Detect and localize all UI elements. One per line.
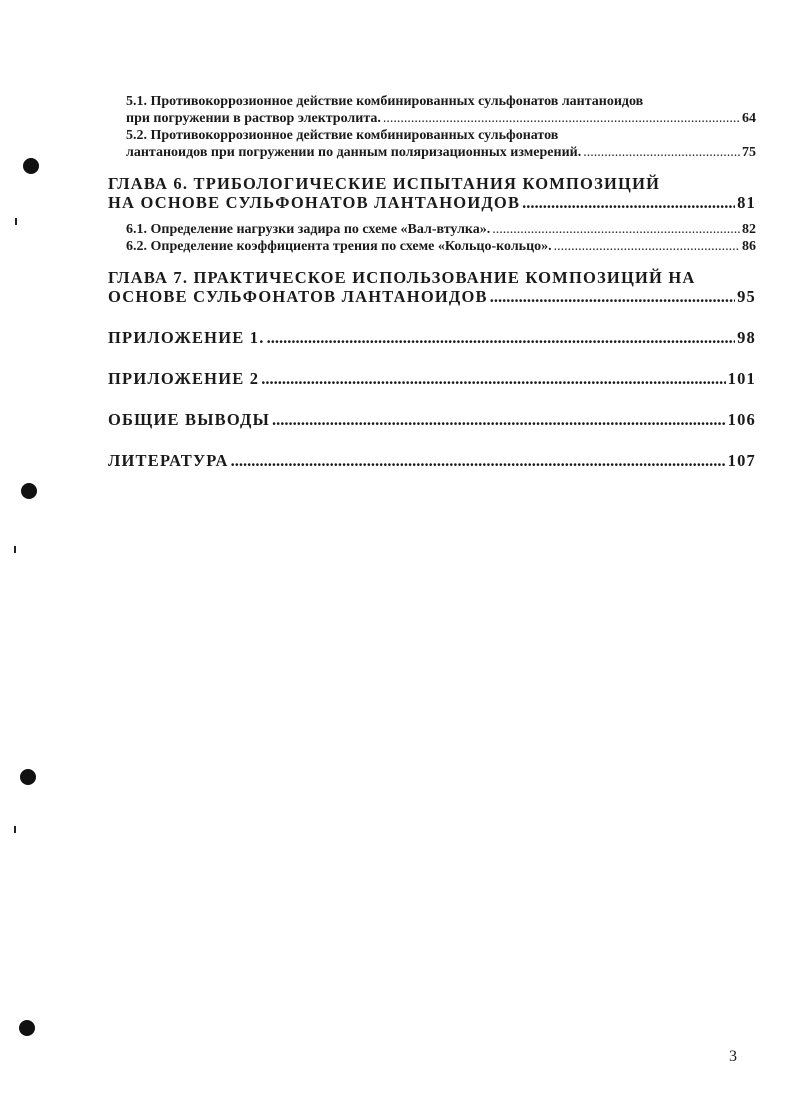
leader-dots	[554, 238, 740, 255]
toc-literature[interactable]	[108, 451, 756, 470]
toc-chapter-title: ГЛАВА 7. ПРАКТИЧЕСКОЕ ИСПОЛЬЗОВАНИЕ КОМПОЗИЦИЙ НА	[108, 268, 696, 287]
toc-entry-title: 5.2. Противокоррозионное действие комбинированных сульфонатов	[126, 128, 559, 143]
leader-dots	[383, 110, 740, 127]
toc-entry-6-2[interactable]	[108, 238, 756, 255]
leader-dots	[267, 328, 736, 347]
scan-mark	[15, 218, 17, 225]
toc-chapter-7[interactable]	[108, 268, 756, 306]
toc-entry-title: 6.2. Определение коэффициента трения по схеме «Кольцо-кольцо».	[126, 239, 552, 254]
toc-page-number: 106	[727, 410, 756, 429]
toc-page-number: 64	[742, 111, 756, 126]
binder-hole	[20, 769, 36, 785]
binder-hole	[19, 1020, 35, 1036]
toc-page-number: 101	[727, 369, 756, 388]
toc-page-number: 95	[737, 287, 756, 306]
toc-entry-title-cont: при погружении в раствор электролита.	[126, 111, 381, 126]
toc-page-number: 81	[737, 193, 756, 212]
binder-hole	[23, 158, 39, 174]
scan-mark	[14, 826, 16, 833]
leader-dots	[522, 193, 735, 212]
page-number: 3	[729, 1048, 737, 1065]
toc-page-number: 107	[727, 451, 756, 470]
toc-entry-5-2[interactable]	[108, 127, 756, 161]
leader-dots	[492, 221, 740, 238]
toc-chapter-title: ПРИЛОЖЕНИЕ 1.	[108, 328, 265, 347]
leader-dots	[272, 410, 726, 429]
toc-chapter-6[interactable]	[108, 174, 756, 212]
leader-dots	[490, 287, 735, 306]
leader-dots	[261, 369, 725, 388]
toc-page-number: 98	[737, 328, 756, 347]
toc-chapter-title: ЛИТЕРАТУРА	[108, 451, 229, 470]
toc-chapter-title-cont: НА ОСНОВЕ СУЛЬФОНАТОВ ЛАНТАНОИДОВ	[108, 193, 521, 212]
toc-appendix-1[interactable]	[108, 328, 756, 347]
toc-entry-title: 5.1. Противокоррозионное действие комбинированных сульфонатов лантаноидов	[126, 94, 644, 109]
toc-page-number: 82	[742, 222, 756, 237]
binder-hole	[21, 483, 37, 499]
scan-mark	[14, 546, 16, 553]
leader-dots	[231, 451, 726, 470]
toc-entry-title: 6.1. Определение нагрузки задира по схеме «Вал-втулка».	[126, 222, 491, 237]
toc-conclusions[interactable]	[108, 410, 756, 429]
leader-dots	[583, 144, 740, 161]
toc-chapter-title: ОБЩИЕ ВЫВОДЫ	[108, 410, 271, 429]
toc-entry-6-1[interactable]	[108, 221, 756, 238]
table-of-contents	[108, 93, 756, 470]
toc-page-number: 86	[742, 239, 756, 254]
toc-entry-5-1[interactable]	[108, 93, 756, 127]
toc-page-number: 75	[742, 145, 756, 160]
toc-appendix-2[interactable]	[108, 369, 756, 388]
toc-chapter-title-cont: ОСНОВЕ СУЛЬФОНАТОВ ЛАНТАНОИДОВ	[108, 287, 488, 306]
toc-entry-title-cont: лантаноидов при погружении по данным поляризационных измерений.	[126, 145, 582, 160]
toc-chapter-title: ГЛАВА 6. ТРИБОЛОГИЧЕСКИЕ ИСПЫТАНИЯ КОМПОЗИЦИЙ	[108, 174, 661, 193]
toc-chapter-title: ПРИЛОЖЕНИЕ 2	[108, 369, 260, 388]
